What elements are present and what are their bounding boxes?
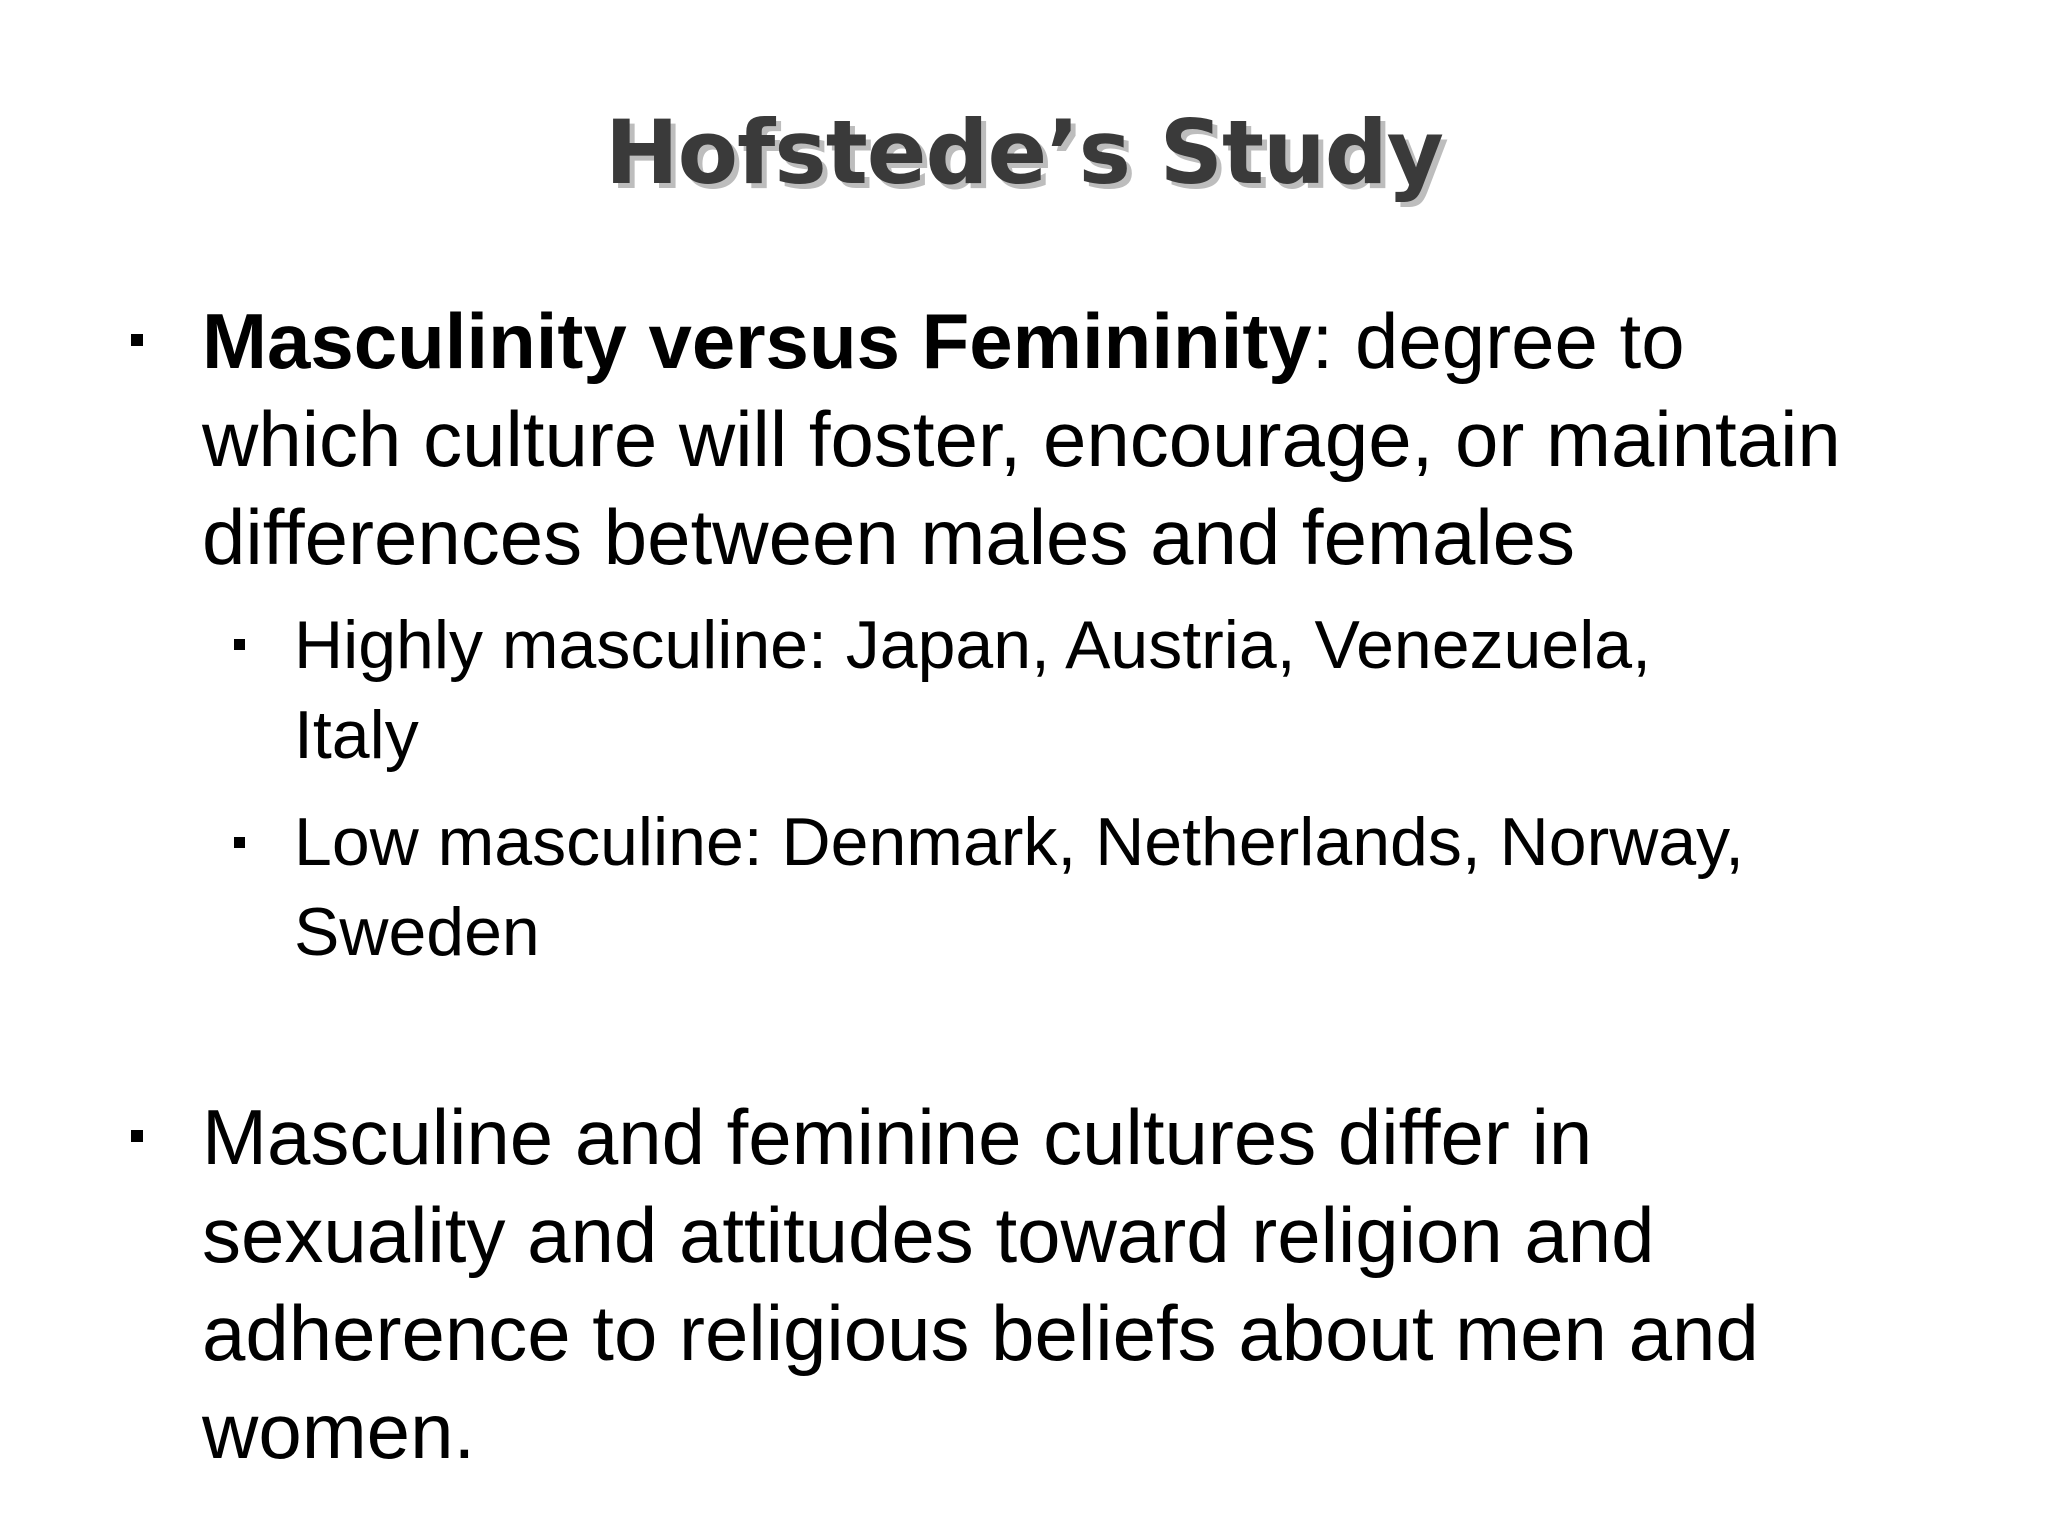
- bullet-line: which culture will foster, encourage, or maintain: [202, 395, 1841, 483]
- bullet-line: adherence to religious beliefs about men and: [202, 1289, 1759, 1377]
- bullet-text: [202, 292, 1685, 390]
- bullet-line: sexuality and attitudes toward religion and: [202, 1191, 1655, 1279]
- bullet-term: Masculinity versus Femininity: [202, 297, 1312, 385]
- bullet-square-icon: [234, 837, 245, 848]
- sub-bullet-line: Italy: [294, 697, 419, 773]
- slide-title: Hofstede’s Study: [604, 101, 1444, 204]
- bullet-line: women.: [202, 1387, 476, 1475]
- bullet-line: differences between males and females: [202, 493, 1576, 581]
- sub-bullet-line: Sweden: [294, 894, 540, 970]
- bullet-line: Masculine and feminine cultures differ in: [202, 1093, 1593, 1181]
- bullet-square-icon: [234, 639, 245, 650]
- bullet-line: degree to: [1333, 297, 1685, 385]
- sub-bullet-line: Highly masculine: Japan, Austria, Venezuela,: [294, 607, 1652, 683]
- sub-bullet-line: Low masculine: Denmark, Netherlands, Norway,: [294, 804, 1744, 880]
- bullet-square-icon: [131, 334, 143, 346]
- bullet-term-separator: :: [1311, 297, 1334, 385]
- bullet-square-icon: [131, 1130, 143, 1142]
